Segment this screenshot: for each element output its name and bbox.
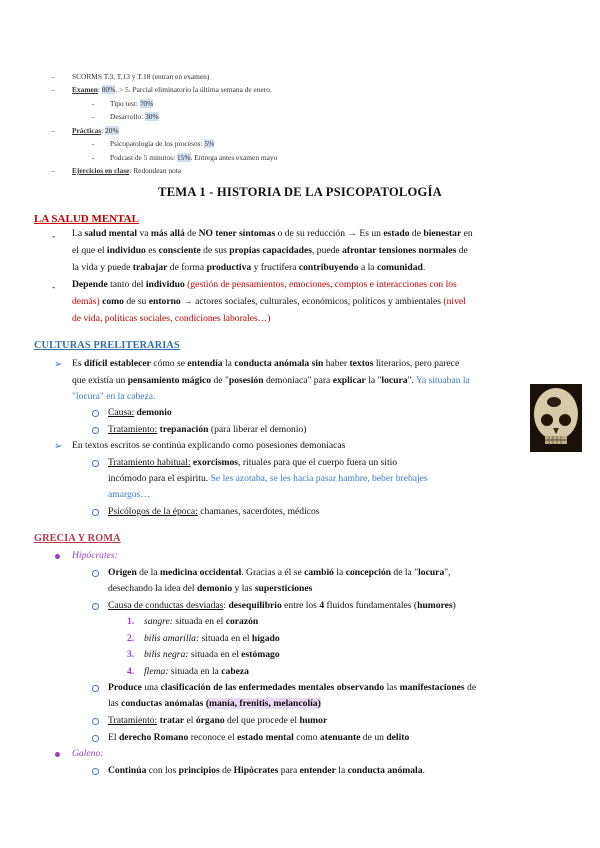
grecia-origen-2: desechando la idea del demonio y las supersticiones [108,583,313,594]
arrow-bullet-icon: ➢ [54,441,63,452]
list-number: 2. [127,633,135,644]
grecia-causa: Causa de conductas desviadas: desequilibrio entre los 4 fluidos fundamentales (humores) [108,600,456,611]
skull-image [530,384,582,452]
humor-sangre: sangre: situada en el corazón [144,616,259,627]
salud-line-5: demás) como de su entorno → actores sociales, culturales, económicos, políticos y ambientales (nivel [72,296,466,307]
section-heading-grecia: GRECIA Y ROMA [34,533,121,544]
ejercicios-note: Ejercicios en clase: Redondean nota [72,166,182,175]
section-heading-salud: LA SALUD MENTAL [34,213,139,225]
purple-bullet-icon [55,752,60,757]
galeno-continua: Continúa con los principios de Hipócrates para entender la conducta anómala. [108,765,425,776]
humor-flema: flema: situada en la cabeza [144,666,249,677]
grecia-derecho: El derecho Romano reconoce el estado mental como atenuante de un delito [108,732,410,743]
culturas-line-4: En textos escritos se continúa explicando como posesiones demoniacas [72,440,346,451]
practicas-note: Prácticas: 20% [72,126,119,135]
humor-bilis-negra: bilis negra: situada en el estómago [144,649,280,660]
culturas-line-1: Es difícil establecer cómo se entendía la conducta anómala sin haber textos literarios, pero parece [72,358,460,369]
circle-bullet-icon [92,768,99,775]
hipocrates-label: Hipócrates: [72,550,118,561]
examen-note: Examen: 80%. > 5. Parcial eliminatorio la última semana de enero. [72,85,272,94]
circle-bullet-icon [92,735,99,742]
culturas-tratamiento: Tratamiento: trepanación (para liberar el demonio) [108,424,307,435]
psicopat-note: Psicopatología de los procesos: 5% [110,139,215,148]
culturas-psicologos: Psicólogos de la época: chamanes, sacerdotes, médicos [108,506,320,517]
circle-bullet-icon [92,460,99,467]
arrow-bullet-icon: ➢ [54,359,63,370]
salud-line-1: La salud mental va más allá de NO tener síntomas o de su reducción → Es un estado de bienestar en [72,228,473,239]
scorms-note: SCORMS T.3, T.13 y T.18 (entran en examen) [72,72,210,81]
tipo-test-note: Tipo test: 70% [110,99,154,108]
galeno-label: Galeno: [72,748,104,759]
salud-line-2: el que el individuo es consciente de sus propias capacidades, puede afrontar tensiones normales de [72,245,468,256]
salud-line-3: la vida y puede trabajar de forma productiva y fructífera contribuyendo a la comunidad. [72,262,426,273]
grecia-tratamiento: Tratamiento: tratar el órgano del que procede el humor [108,715,328,726]
grecia-origen: Origen de la medicina occidental. Gracias a él se cambió la concepción de la "locura", [108,567,451,578]
culturas-habitual-3: amargos… [108,489,150,500]
salud-line-6: de vida, políticas sociales, condiciones laborales…) [72,313,271,324]
list-number: 1. [127,616,135,627]
circle-bullet-icon [92,603,99,610]
circle-bullet-icon [92,509,99,516]
page-title: TEMA 1 - HISTORIA DE LA PSICOPATOLOGÍA [158,185,442,199]
circle-bullet-icon [92,718,99,725]
culturas-habitual: Tratamiento habitual: exorcismos, rituales para que el cuerpo fuera un sitio [108,457,398,468]
podcast-note: Podcast de 5 minutos: 15%. Entrega antes examen mayo [110,153,278,162]
culturas-line-3: "locura" en la cabeza. [72,391,156,402]
circle-bullet-icon [92,685,99,692]
salud-line-4: Depende tanto del individuo (gestión de pensamientos, emociones, comptos e interacciones con los [72,279,457,290]
circle-bullet-icon [92,427,99,434]
desarrollo-note: Desarrollo: 30% [110,112,159,121]
circle-bullet-icon [92,410,99,417]
purple-bullet-icon [55,554,60,559]
circle-bullet-icon [92,570,99,577]
culturas-causa: Causa: demonio [108,407,172,418]
grecia-produce-2: las conductas anómalas (manía, frenitis, melancolía) [108,698,321,709]
culturas-habitual-2: incómodo para el espíritu. Se les azotaba, se les hacía pasar hambre, beber brebajes [108,473,428,484]
grecia-produce: Produce una clasificación de las enfermedades mentales observando las manifestaciones de [108,682,477,693]
section-heading-culturas: CULTURAS PRELITERARIAS [34,340,180,351]
list-number: 3. [127,649,135,660]
list-number: 4. [127,666,135,677]
document-page: - SCORMS T.3, T.13 y T.18 (entran en examen) - Examen: 80%. > 5. Parcial eliminatorio la última semana de enero. - Tipo test: 70% - Desarrollo: 30% - Prácticas: 20% - Psicopatología de los procesos: 5% - Podcast de 5 minutos: 15%. Entrega antes examen mayo - Ejercicios en clase: Redondean nota TEMA 1 - HISTORIA DE LA PSICOPATOLOGÍA LA SALUD MENTAL - La salud mental va más allá de NO tener síntomas o de su reducción → Es un estado de bienestar en el que el individuo es consciente de sus propias capacidades, puede afrontar tensiones normales de la vida y puede trabajar de forma productiva y fructífera contribuyendo a la comunidad. - Depende tanto del individuo (gestión de pensamientos, emociones, comptos e interacciones con los demás) como de su entorno → actores sociales, culturales, económicos, políticos y ambientales (nivel de vida, políticas sociales, condiciones laborales…) CULTURAS PRELITERARIAS ➢ Es difícil establecer cómo se entendía la conducta anómala sin haber textos literarios, pero parece que existía un pensamiento mágico de "posesión demoniaca" para explicar la "locura". Ya situaban la "locura" en la cabeza. Causa: demonio Tratamiento: trepanación (para liberar el demonio) ➢ En textos escritos se continúa explicando como posesiones demoniacas Tratamiento habitual: exorcismos, rituales para que el cuerpo fuera un sitio incómodo para el espíritu. Se les azotaba, se les hacía pasar hambre, beber brebajes amargos… Psicólogos de la época: chamanes, sacerdotes, médicos GRECIA Y ROMA Hipócrates: Origen de la medicina occidental. Gracias a él se cambió la concepción de la "locura", desechando la idea del demonio y las supersticiones Causa de conductas desviadas: desequilibrio entre los 4 fluidos fundamentales (humores) 1. sangre: situada en el corazón 2. bilis amarilla: situada en el hígado 3. bilis negra: situada en el estómago 4. flema: situada en la cabeza Produce una clasificación de las enfermedades mentales observando las manifestaciones de las conductas anómalas (manía, frenitis, melancolía) Tratamiento: tratar el órgano del que procede el humor El derecho Romano reconoce el estado mental como atenuante de un delito Galeno: Continúa con los principios de Hipócrates para entender la conducta anómala. [0,0,600,848]
humor-bilis-amarilla: bilis amarilla: situada en el hígado [144,633,280,644]
culturas-line-2: que existía un pensamiento mágico de "posesión demoniaca" para explicar la "locura". Ya situaban la [72,375,470,386]
